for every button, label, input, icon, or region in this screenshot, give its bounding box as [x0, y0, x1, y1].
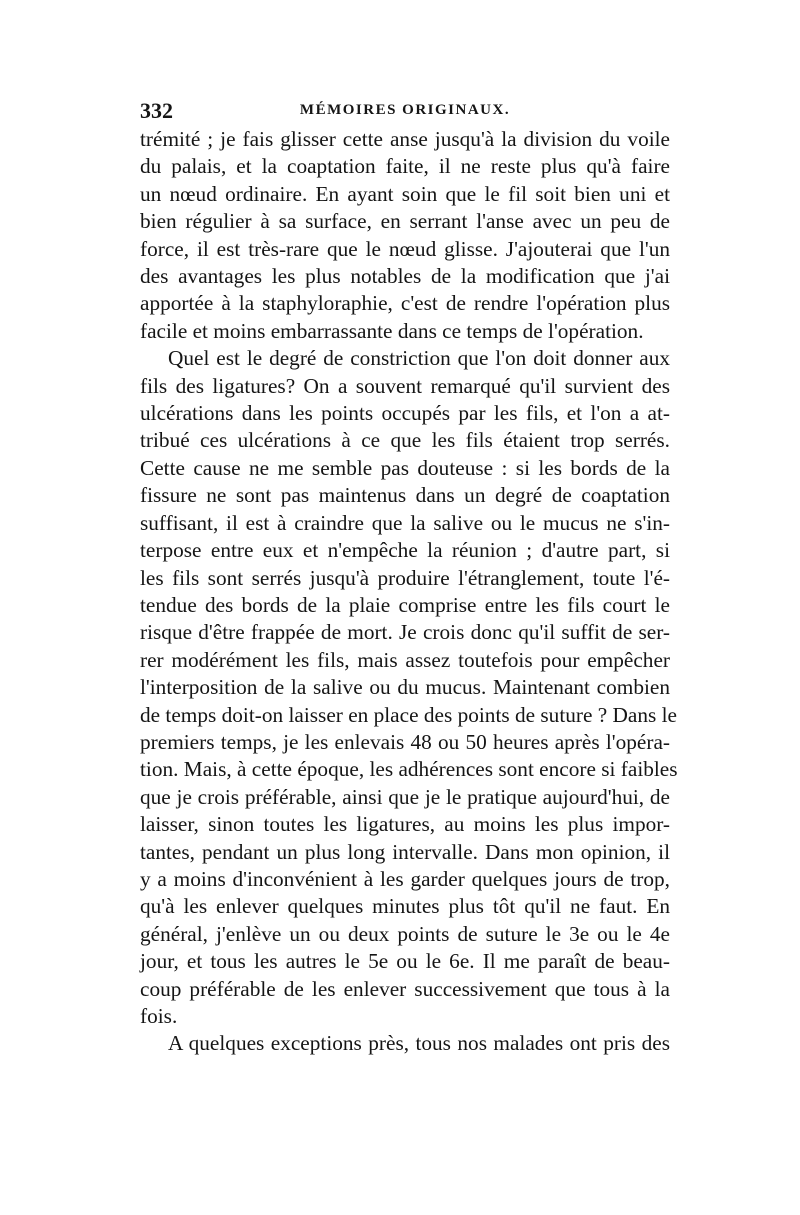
text-line: que je crois préférable, ainsi que je le pratique aujourd'hui, de: [140, 784, 670, 809]
text-line: des avantages les plus notables de la modification que j'ai: [140, 264, 670, 289]
text-line: rer modérément les fils, mais assez toutefois pour empêcher: [140, 647, 670, 672]
text-line: fois.: [140, 1004, 178, 1028]
text-line: terpose entre eux et n'empêche la réunion ; d'autre part, si: [140, 538, 670, 563]
text-line: tantes, pendant un plus long intervalle. Dans mon opinion, il: [140, 839, 670, 864]
text-line: jour, et tous les autres le 5e ou le 6e. Il me paraît de beau-: [140, 949, 670, 974]
text-line: A quelques exceptions près, tous nos malades ont pris des: [168, 1031, 670, 1056]
text-line: facile et moins embarrassante dans ce temps de l'opération.: [140, 318, 644, 343]
text-line: tendue des bords de la plaie comprise entre les fils court le: [140, 592, 670, 617]
text-line: ulcérations dans les points occupés par les fils, et l'on a at-: [140, 401, 670, 426]
text-line: fissure ne sont pas maintenus dans un degré de coaptation: [140, 483, 670, 508]
text-line: coup préférable de les enlever successivement que tous à la: [140, 976, 670, 1001]
text-line: de temps doit-on laisser en place des points de suture ? Dans le: [140, 702, 678, 727]
text-line: qu'à les enlever quelques minutes plus tôt qu'il ne faut. En: [140, 894, 670, 919]
text-line: premiers temps, je les enlevais 48 ou 50 heures après l'opéra-: [140, 729, 670, 754]
running-title: MÉMOIRES ORIGINAUX.: [299, 102, 511, 118]
text-line: risque d'être frappée de mort. Je crois donc qu'il suffit de ser-: [140, 620, 670, 645]
text-line: du palais, et la coaptation faite, il ne reste plus qu'à faire: [140, 154, 670, 179]
text-line: Quel est le degré de constriction que l'on doit donner aux: [168, 346, 670, 371]
book-page: [140, 96, 678, 1058]
text-line: tion. Mais, à cette époque, les adhérences sont encore si faibles: [140, 757, 678, 782]
body-text: [140, 126, 678, 1058]
text-line: général, j'enlève un ou deux points de suture le 3e ou le 4e: [140, 921, 670, 946]
text-line: un nœud ordinaire. En ayant soin que le fil soit bien uni et: [140, 181, 670, 206]
text-line: les fils sont serrés jusqu'à produire l'étranglement, toute l'é-: [140, 565, 670, 590]
text-line: Cette cause ne me semble pas douteuse : si les bords de la: [140, 455, 670, 480]
text-line: l'interposition de la salive ou du mucus. Maintenant combien: [140, 675, 670, 700]
running-header: [140, 96, 670, 126]
text-line: y a moins d'inconvénient à les garder quelques jours de trop,: [140, 866, 670, 891]
text-line: bien régulier à sa surface, en serrant l'anse avec un peu de: [140, 209, 670, 234]
text-line: fils des ligatures? On a souvent remarqué qu'il survient des: [140, 373, 670, 398]
text-line: tribué ces ulcérations à ce que les fils étaient trop serrés.: [140, 428, 670, 453]
page-number: 332: [140, 98, 173, 123]
text-line: trémité ; je fais glisser cette anse jusqu'à la division du voile: [140, 127, 670, 151]
text-line: suffisant, il est à craindre que la salive ou le mucus ne s'in-: [140, 510, 670, 535]
text-line: force, il est très-rare que le nœud glisse. J'ajouterai que l'un: [140, 236, 670, 261]
text-line: apportée à la staphyloraphie, c'est de rendre l'opération plus: [140, 291, 670, 316]
text-line: laisser, sinon toutes les ligatures, au moins les plus impor-: [140, 812, 670, 837]
